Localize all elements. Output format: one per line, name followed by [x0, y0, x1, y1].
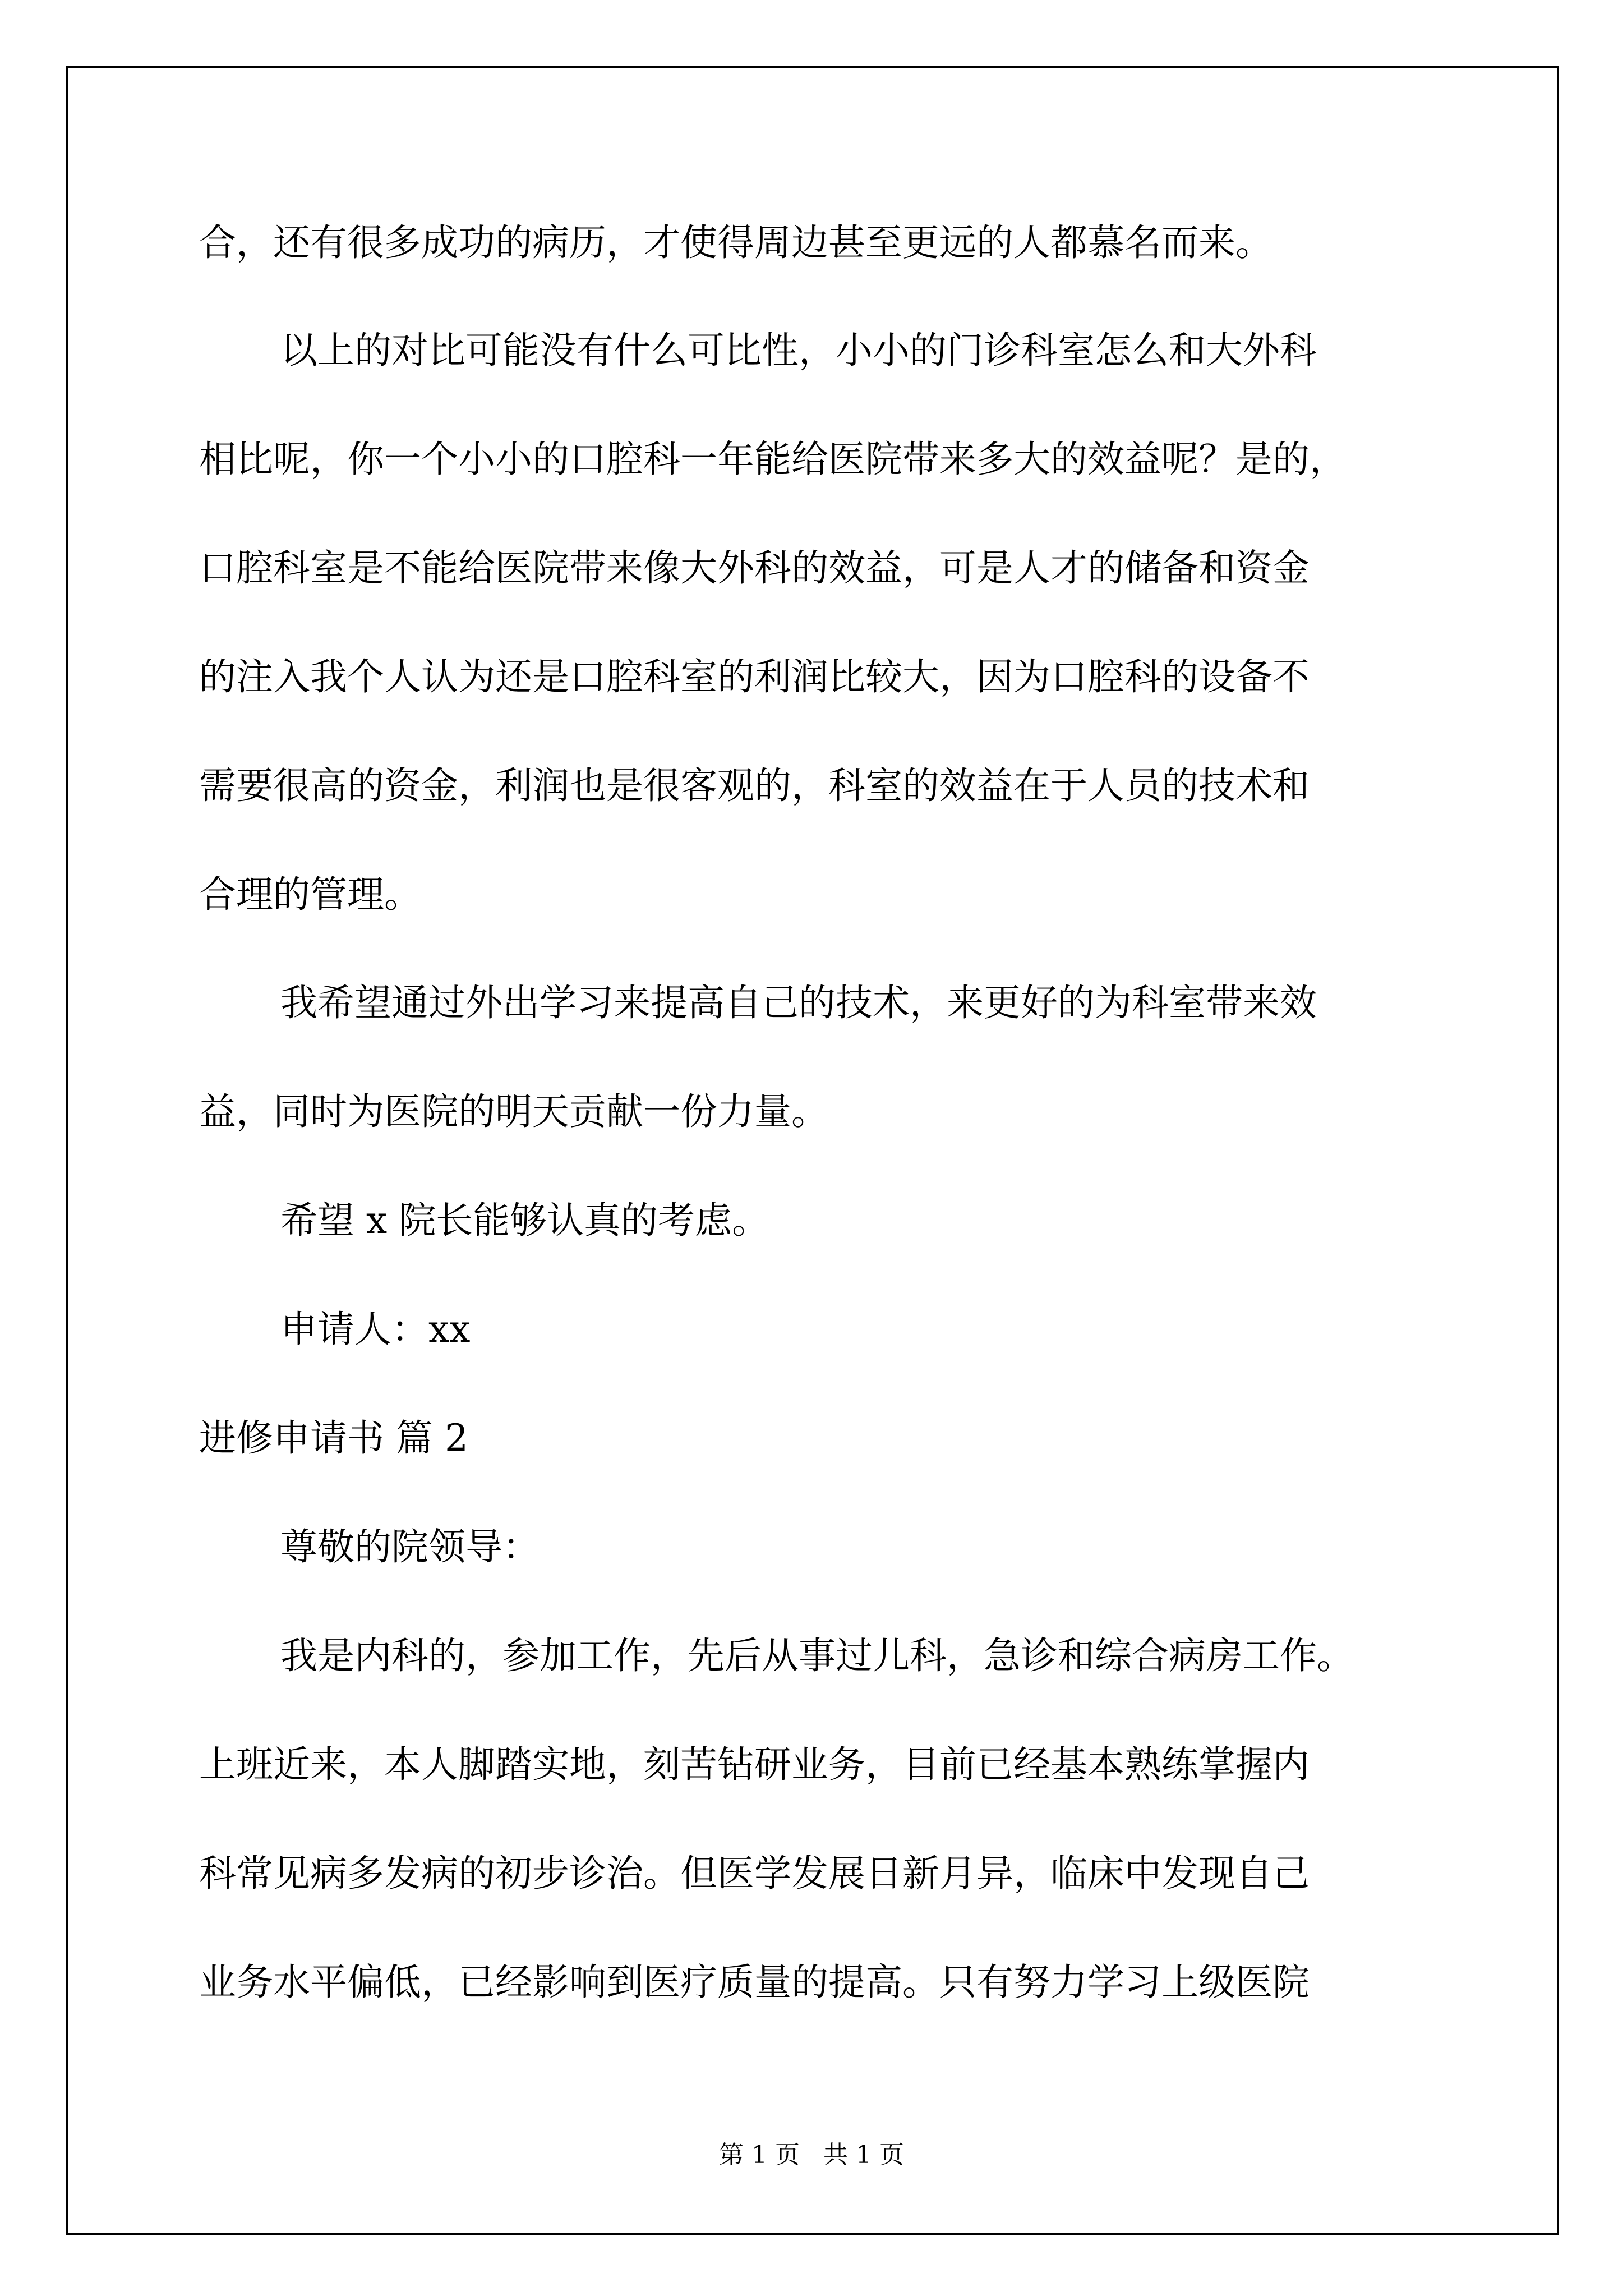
paragraph-line: 我希望通过外出学习来提高自己的技术，来更好的为科室带来效	[280, 981, 1317, 1024]
paragraph-line: 以上的对比可能没有什么可比性，小小的门诊科室怎么和大外科	[280, 329, 1317, 372]
body-line: 益，同时为医院的明天贡献一份力量。	[199, 1090, 828, 1133]
page-border	[66, 66, 1559, 2235]
page-number: 第 1 页 共 1 页	[719, 2141, 904, 2169]
section-heading: 进修申请书 篇 2	[199, 1416, 468, 1460]
body-line: 需要很高的资金，利润也是很客观的，科室的效益在于人员的技术和	[199, 764, 1310, 807]
paragraph-line: 我是内科的，参加工作，先后从事过儿科，急诊和综合病房工作。	[280, 1634, 1354, 1677]
body-line: 口腔科室是不能给医院带来像大外科的效益，可是人才的储备和资金	[199, 546, 1310, 590]
paragraph-line: 希望 x 院长能够认真的考虑。	[280, 1199, 769, 1242]
body-line: 相比呢，你一个小小的口腔科一年能给医院带来多大的效益呢？是的，	[199, 438, 1347, 481]
body-line: 合，还有很多成功的病历，才使得周边甚至更远的人都慕名而来。	[199, 221, 1272, 264]
body-line: 上班近来，本人脚踏实地，刻苦钻研业务，目前已经基本熟练掌握内	[199, 1743, 1310, 1786]
body-line: 科常见病多发病的初步诊治。但医学发展日新月异，临床中发现自己	[199, 1852, 1310, 1895]
body-line: 合理的管理。	[199, 873, 421, 916]
body-line: 的注入我个人认为还是口腔科室的利润比较大，因为口腔科的设备不	[199, 655, 1310, 698]
signature-line: 申请人：xx	[280, 1308, 471, 1351]
salutation-line: 尊敬的院领导：	[280, 1525, 540, 1568]
body-line: 业务水平偏低，已经影响到医疗质量的提高。只有努力学习上级医院	[199, 1961, 1310, 2004]
